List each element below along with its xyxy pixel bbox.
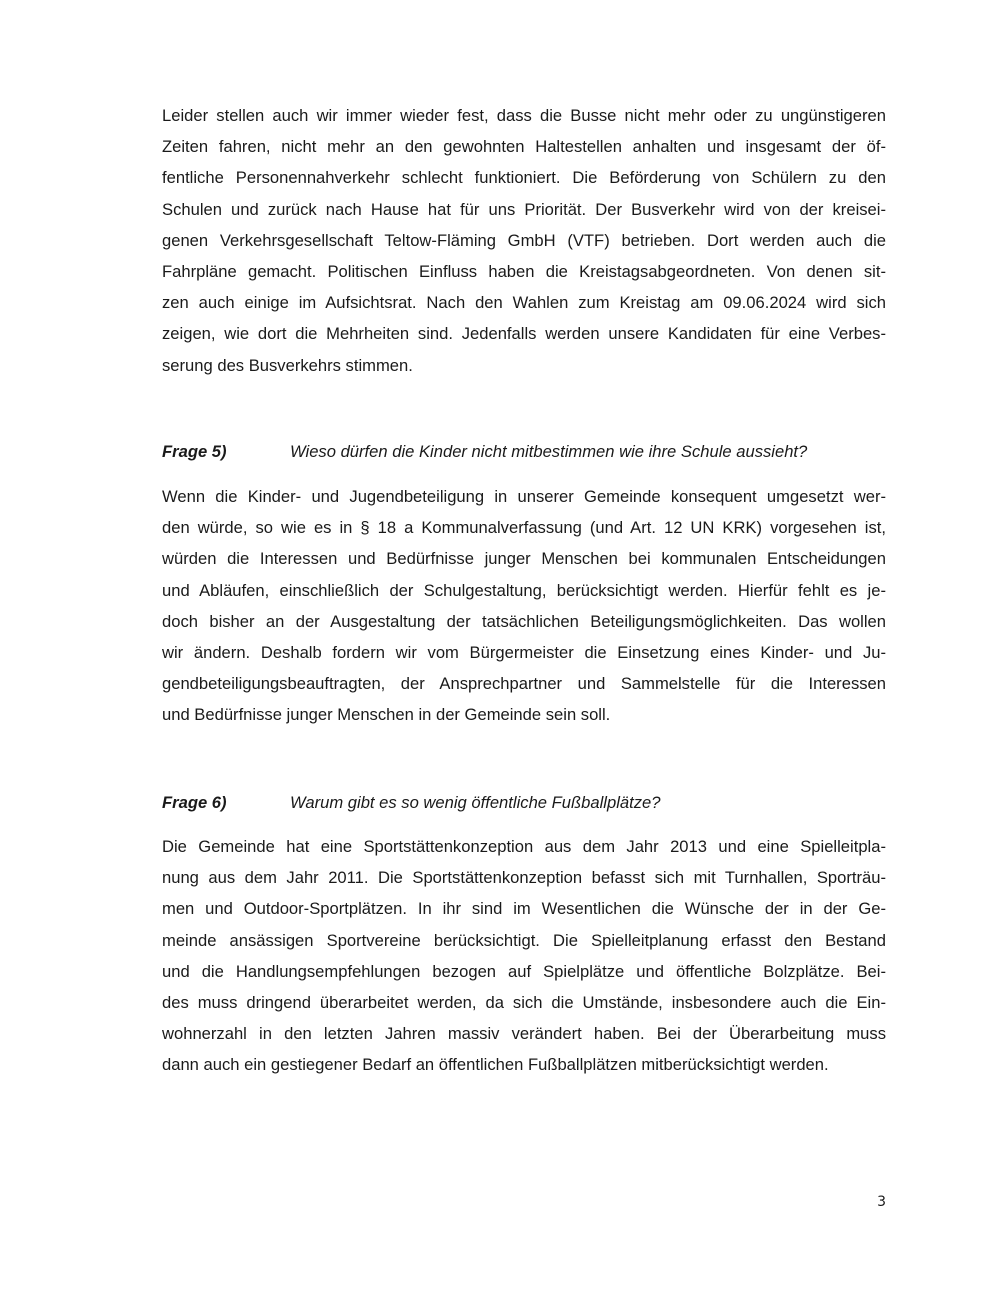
paragraph-line: gendbeteiligungsbeauftragten, der Ansprechpartner und Sammelstelle für die Interessen [162, 674, 886, 694]
paragraph-line: wir ändern. Deshalb fordern wir vom Bürgermeister die Einsetzung eines Kinder- und Ju- [162, 642, 886, 662]
paragraph-line: zeigen, wie dort die Mehrheiten sind. Jedenfalls werden unsere Kandidaten für eine Verbes- [162, 324, 886, 344]
paragraph-line: nung aus dem Jahr 2011. Die Sportstättenkonzeption befasst sich mit Turnhallen, Sporträu- [162, 868, 886, 888]
paragraph-line: wohnerzahl in den letzten Jahren massiv verändert haben. Bei der Überarbeitung muss [162, 1024, 886, 1044]
paragraph-line: Wenn die Kinder- und Jugendbeteiligung in unserer Gemeinde konsequent umgesetzt wer- [162, 487, 886, 506]
question-6-label: Frage 6) [162, 793, 227, 812]
question-5-label: Frage 5) [162, 442, 227, 461]
paragraph-line: würden die Interessen und Bedürfnisse junger Menschen bei kommunalen Entscheidungen [162, 549, 886, 569]
paragraph-line: serung des Busverkehrs stimmen. [162, 355, 413, 375]
question-5-heading [162, 439, 886, 465]
paragraph-bus-service [162, 100, 886, 381]
paragraph-line: Zeiten fahren, nicht mehr an den gewohnten Haltestellen anhalten und insgesamt der öf- [162, 137, 886, 157]
paragraph-line: men und Outdoor-Sportplätzen. In ihr sind im Wesentlichen die Wünsche der in der Ge- [162, 899, 886, 919]
paragraph-line: und Abläufen, einschließlich der Schulgestaltung, berücksichtigt werden. Hierfür fehlt es je- [162, 580, 886, 600]
paragraph-child-participation [162, 481, 886, 731]
question-6-text: Warum gibt es so wenig öffentliche Fußballplätze? [290, 793, 661, 812]
paragraph-line: und Bedürfnisse junger Menschen in der Gemeinde sein soll. [162, 705, 611, 725]
paragraph-line: Schulen und zurück nach Hause hat für uns Priorität. Der Busverkehr wird von der kreisei- [162, 199, 886, 219]
paragraph-line: meinde ansässigen Sportvereine berücksichtigt. Die Spielleitplanung erfasst den Bestand [162, 930, 886, 950]
paragraph-line: Leider stellen auch wir immer wieder fest, dass die Busse nicht mehr oder zu ungünstigeren [162, 106, 886, 125]
paragraph-line: und die Handlungsempfehlungen bezogen auf Spielplätze und öffentliche Bolzplätze. Bei- [162, 961, 886, 981]
page-number: 3 [877, 1194, 886, 1210]
paragraph-line: Fahrpläne gemacht. Politischen Einfluss haben die Kreistagsabgeordneten. Von denen sit- [162, 261, 886, 281]
paragraph-line: Die Gemeinde hat eine Sportstättenkonzeption aus dem Jahr 2013 und eine Spielleitpla- [162, 837, 886, 856]
paragraph-line: den würde, so wie es in § 18 a Kommunalverfassung (und Art. 12 UN KRK) vorgesehen ist, [162, 518, 886, 538]
paragraph-line: zen auch einige im Aufsichtsrat. Nach den Wahlen zum Kreistag am 09.06.2024 wird sich [162, 293, 886, 313]
paragraph-line: fentliche Personennahverkehr schlecht funktioniert. Die Beförderung von Schülern zu den [162, 168, 886, 188]
question-6-heading [162, 790, 886, 816]
paragraph-line: dann auch ein gestiegener Bedarf an öffentlichen Fußballplätzen mitberücksichtigt werden. [162, 1055, 829, 1075]
paragraph-line: doch bisher an der Ausgestaltung der tatsächlichen Beteiligungsmöglichkeiten. Das wollen [162, 611, 886, 631]
paragraph-football-fields [162, 831, 886, 1081]
paragraph-line: des muss dringend überarbeitet werden, da sich die Umstände, insbesondere auch die Ein- [162, 992, 886, 1012]
paragraph-line: genen Verkehrsgesellschaft Teltow-Fläming GmbH (VTF) betrieben. Dort werden auch die [162, 230, 886, 250]
question-5-text: Wieso dürfen die Kinder nicht mitbestimmen wie ihre Schule aussieht? [290, 442, 808, 461]
